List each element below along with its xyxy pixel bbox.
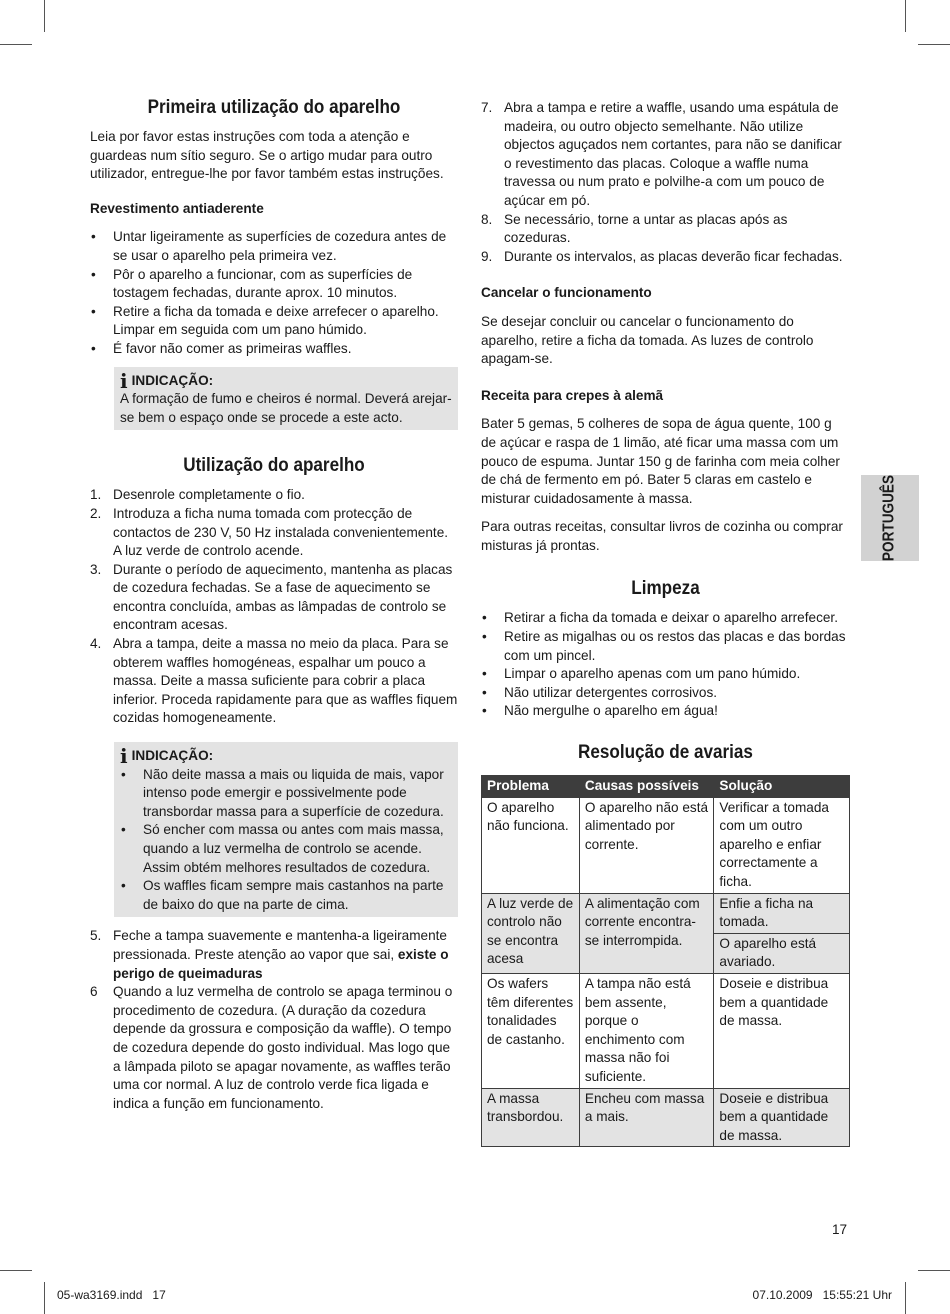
left-column — [90, 96, 458, 1113]
table-cell: Doseie e distribua bem a quantidade de massa. — [714, 1088, 850, 1147]
list-item: 2. Introduza a ficha numa tomada com protecção de contactos de 230 V, 50 Hz instalada convenientemente. A luz verde de controlo acende. — [90, 505, 449, 559]
nonstick-subtitle: Revestimento antiaderente — [90, 200, 264, 216]
list-item: 8. Se necessário, torne a untar as placas após as cozeduras. — [481, 211, 788, 246]
list-item: 6 Quando a luz vermelha de controlo se apaga terminou o procedimento de cozedura. (A duração da cozedura depende da grossura e composição da waffle). O tempo de cozedura depende do gosto individual. Mas logo que a lâmpada piloto se apagar novamente, as waffles terão uma cor normal. A luz de controlo verde fica ligada e indica a função em funcionamento. — [90, 984, 453, 1111]
table-cell: O aparelho não está alimentado por corrente. — [579, 797, 714, 893]
list-item: • Retirar a ficha da tomada e deixar o aparelho arrefecer. — [482, 610, 838, 626]
list-item: • Só encher com massa ou antes com mais massa, quando a luz vermelha de controlo se acende. Assim obtém melhores resultados de cozedura. — [121, 822, 444, 875]
crop-mark — [44, 0, 45, 32]
troubleshooting-title: Resolução de avarias — [578, 742, 753, 764]
usage-section — [90, 454, 458, 1113]
note-box — [114, 367, 458, 431]
footer-file-info: 05-wa3169.indd 17 — [57, 1288, 166, 1302]
crop-mark — [918, 44, 950, 45]
list-item: • Não mergulhe o aparelho em água! — [482, 703, 718, 719]
table-cell: A tampa não está bem assente, porque o enchimento com massa não foi suficiente. — [579, 973, 714, 1088]
burn-warning: existe o perigo de queimaduras — [113, 946, 449, 981]
list-item: • Retire a ficha da tomada e deixe arrefecer o aparelho. Limpar em seguida com um pano húmido. — [91, 303, 439, 338]
crop-mark — [0, 1270, 32, 1271]
nonstick-bullet-list — [90, 228, 458, 358]
list-item: • Os waffles ficam sempre mais castanhos na parte de baixo do que na parte de cima. — [121, 878, 444, 912]
language-tab-label: PORTUGUÊS — [880, 474, 898, 562]
page-number: 17 — [832, 1222, 848, 1237]
table-cell: A massa transbordou. — [482, 1088, 580, 1147]
table-cell: A luz verde de controlo não se encontra acesa — [482, 893, 580, 973]
first-use-section — [90, 96, 458, 430]
first-use-intro: Leia por favor estas instruções com toda a atenção e guardeas num sítio seguro. Se o artigo mudar para outro utilizador, entregue-lhe por favor também estas instruções. — [90, 129, 444, 182]
table-cell: Os wafers têm diferentes tonalidades de castanho. — [482, 973, 580, 1088]
info-icon: i — [120, 744, 128, 769]
usage-title: Utilização do aparelho — [183, 455, 365, 477]
table-cell: Doseie e distribua bem a quantidade de massa. — [714, 973, 850, 1088]
cleaning-section — [481, 577, 850, 721]
usage-steps-continued — [90, 927, 458, 1113]
table-row — [482, 797, 850, 893]
list-item: • É favor não comer as primeiras waffles. — [91, 340, 352, 356]
note-text: A formação de fumo e cheiros é normal. Deverá arejar-se bem o espaço onde se procede a este acto. — [120, 391, 452, 425]
table-cell: O aparelho está avariado. — [714, 933, 850, 973]
table-cell: O aparelho não funciona. — [482, 797, 580, 893]
list-item: 5. Feche a tampa suavemente e mantenha-a ligeiramente pressionada. Preste atenção ao vapor que sai, existe o perigo de queimaduras — [90, 928, 449, 981]
troubleshooting-table — [481, 775, 850, 1147]
cancel-text: Se desejar concluir ou cancelar o funcionamento do aparelho, retire a ficha da tomada. As luzes de controlo apagam-se. — [481, 313, 814, 367]
note-bullet-list — [120, 766, 452, 915]
list-item: 4. Abra a tampa, deite a massa no meio da placa. Para se obterem waffles homogéneas, espalhar um pouco a massa. Deite a massa suficiente para cobrir a placa inferior. Proceda rapidamente para que as waffles fiquem cozidas homogeneamente. — [90, 636, 458, 726]
recipe-more: Para outras receitas, consultar livros de cozinha ou comprar misturas já prontas. — [481, 519, 843, 553]
list-item: 1. Desenrole completamente o fio. — [90, 487, 305, 503]
footer-timestamp: 07.10.2009 15:55:21 Uhr — [752, 1288, 892, 1302]
recipe-text: Bater 5 gemas, 5 colheres de sopa de água quente, 100 g de açúcar e raspa de 1 limão, até ficar uma massa com um pouco de espuma. Juntar 150 g de farinha com meia colher de chá de fermento em pó. Bater 5 claras em castelo e misturar cuidadosamente à massa. — [481, 416, 840, 506]
table-header: Problema — [482, 776, 580, 798]
list-item: • Untar ligeiramente as superfícies de cozedura antes de se usar o aparelho pela primeira vez. — [91, 229, 447, 263]
table-row — [482, 1088, 850, 1147]
usage-steps — [90, 486, 458, 728]
list-item: • Não utilizar detergentes corrosivos. — [482, 684, 718, 700]
recipe-title: Receita para crepes à alemã — [481, 387, 664, 403]
usage-steps-final — [481, 99, 850, 266]
table-cell: Verificar a tomada com um outro aparelho e enfiar correctamente a ficha. — [714, 797, 850, 893]
crop-mark — [905, 1282, 906, 1314]
list-item: • Retire as migalhas ou os restos das placas e das bordas com um pincel. — [482, 629, 846, 663]
list-item: • Limpar o aparelho apenas com um pano húmido. — [482, 666, 801, 682]
table-cell: Encheu com massa a mais. — [579, 1088, 714, 1147]
cleaning-list — [481, 609, 850, 721]
cancel-title: Cancelar o funcionamento — [481, 285, 652, 301]
info-icon: i — [120, 368, 128, 393]
table-header: Solução — [714, 776, 850, 798]
list-item: • Pôr o aparelho a funcionar, com as superfícies de tostagem fechadas, durante aprox. 10 minutos. — [91, 266, 413, 301]
list-item: • Não deite massa a mais ou liquida de mais, vapor intenso pode emergir e possivelmente pode transbordar massa para a superfície de cozedura. — [121, 766, 444, 819]
list-item: 9. Durante os intervalos, as placas deverão ficar fechadas. — [481, 248, 843, 264]
cleaning-title: Limpeza — [631, 578, 700, 600]
note-heading: INDICAÇÃO: — [131, 748, 214, 764]
table-header: Causas possíveis — [579, 776, 714, 798]
table-row — [482, 893, 850, 933]
crop-mark — [0, 44, 32, 45]
crop-mark — [905, 0, 906, 32]
note-box — [114, 742, 458, 917]
troubleshooting-section — [481, 741, 850, 1147]
table-cell: A alimentação com corrente encontra-se interrompida. — [579, 893, 714, 973]
list-item: 3. Durante o período de aquecimento, mantenha as placas de cozedura fechadas. Se a fase de aquecimento se encontra concluída, ambas as lâmpadas de controlo se encontram acesas. — [90, 561, 453, 633]
list-item: 7. Abra a tampa e retire a waffle, usando uma espátula de madeira, ou outro objecto semelhante. Não utilize objectos aguçados nem cortantes, para não se danificar o revestimento das placas. Coloque a waffle numa travessa ou num prato e polvilhe-a com um pouco de açúcar em pó. — [481, 100, 842, 208]
note-heading: INDICAÇÃO: — [131, 372, 214, 388]
table-row — [482, 973, 850, 1088]
table-header-row — [482, 776, 850, 798]
crop-mark — [918, 1270, 950, 1271]
table-cell: Enfie a ficha na tomada. — [714, 893, 850, 933]
right-column — [481, 99, 850, 1147]
crop-mark — [44, 1282, 45, 1314]
first-use-title: Primeira utilização do aparelho — [147, 97, 401, 118]
language-tab — [861, 475, 919, 561]
